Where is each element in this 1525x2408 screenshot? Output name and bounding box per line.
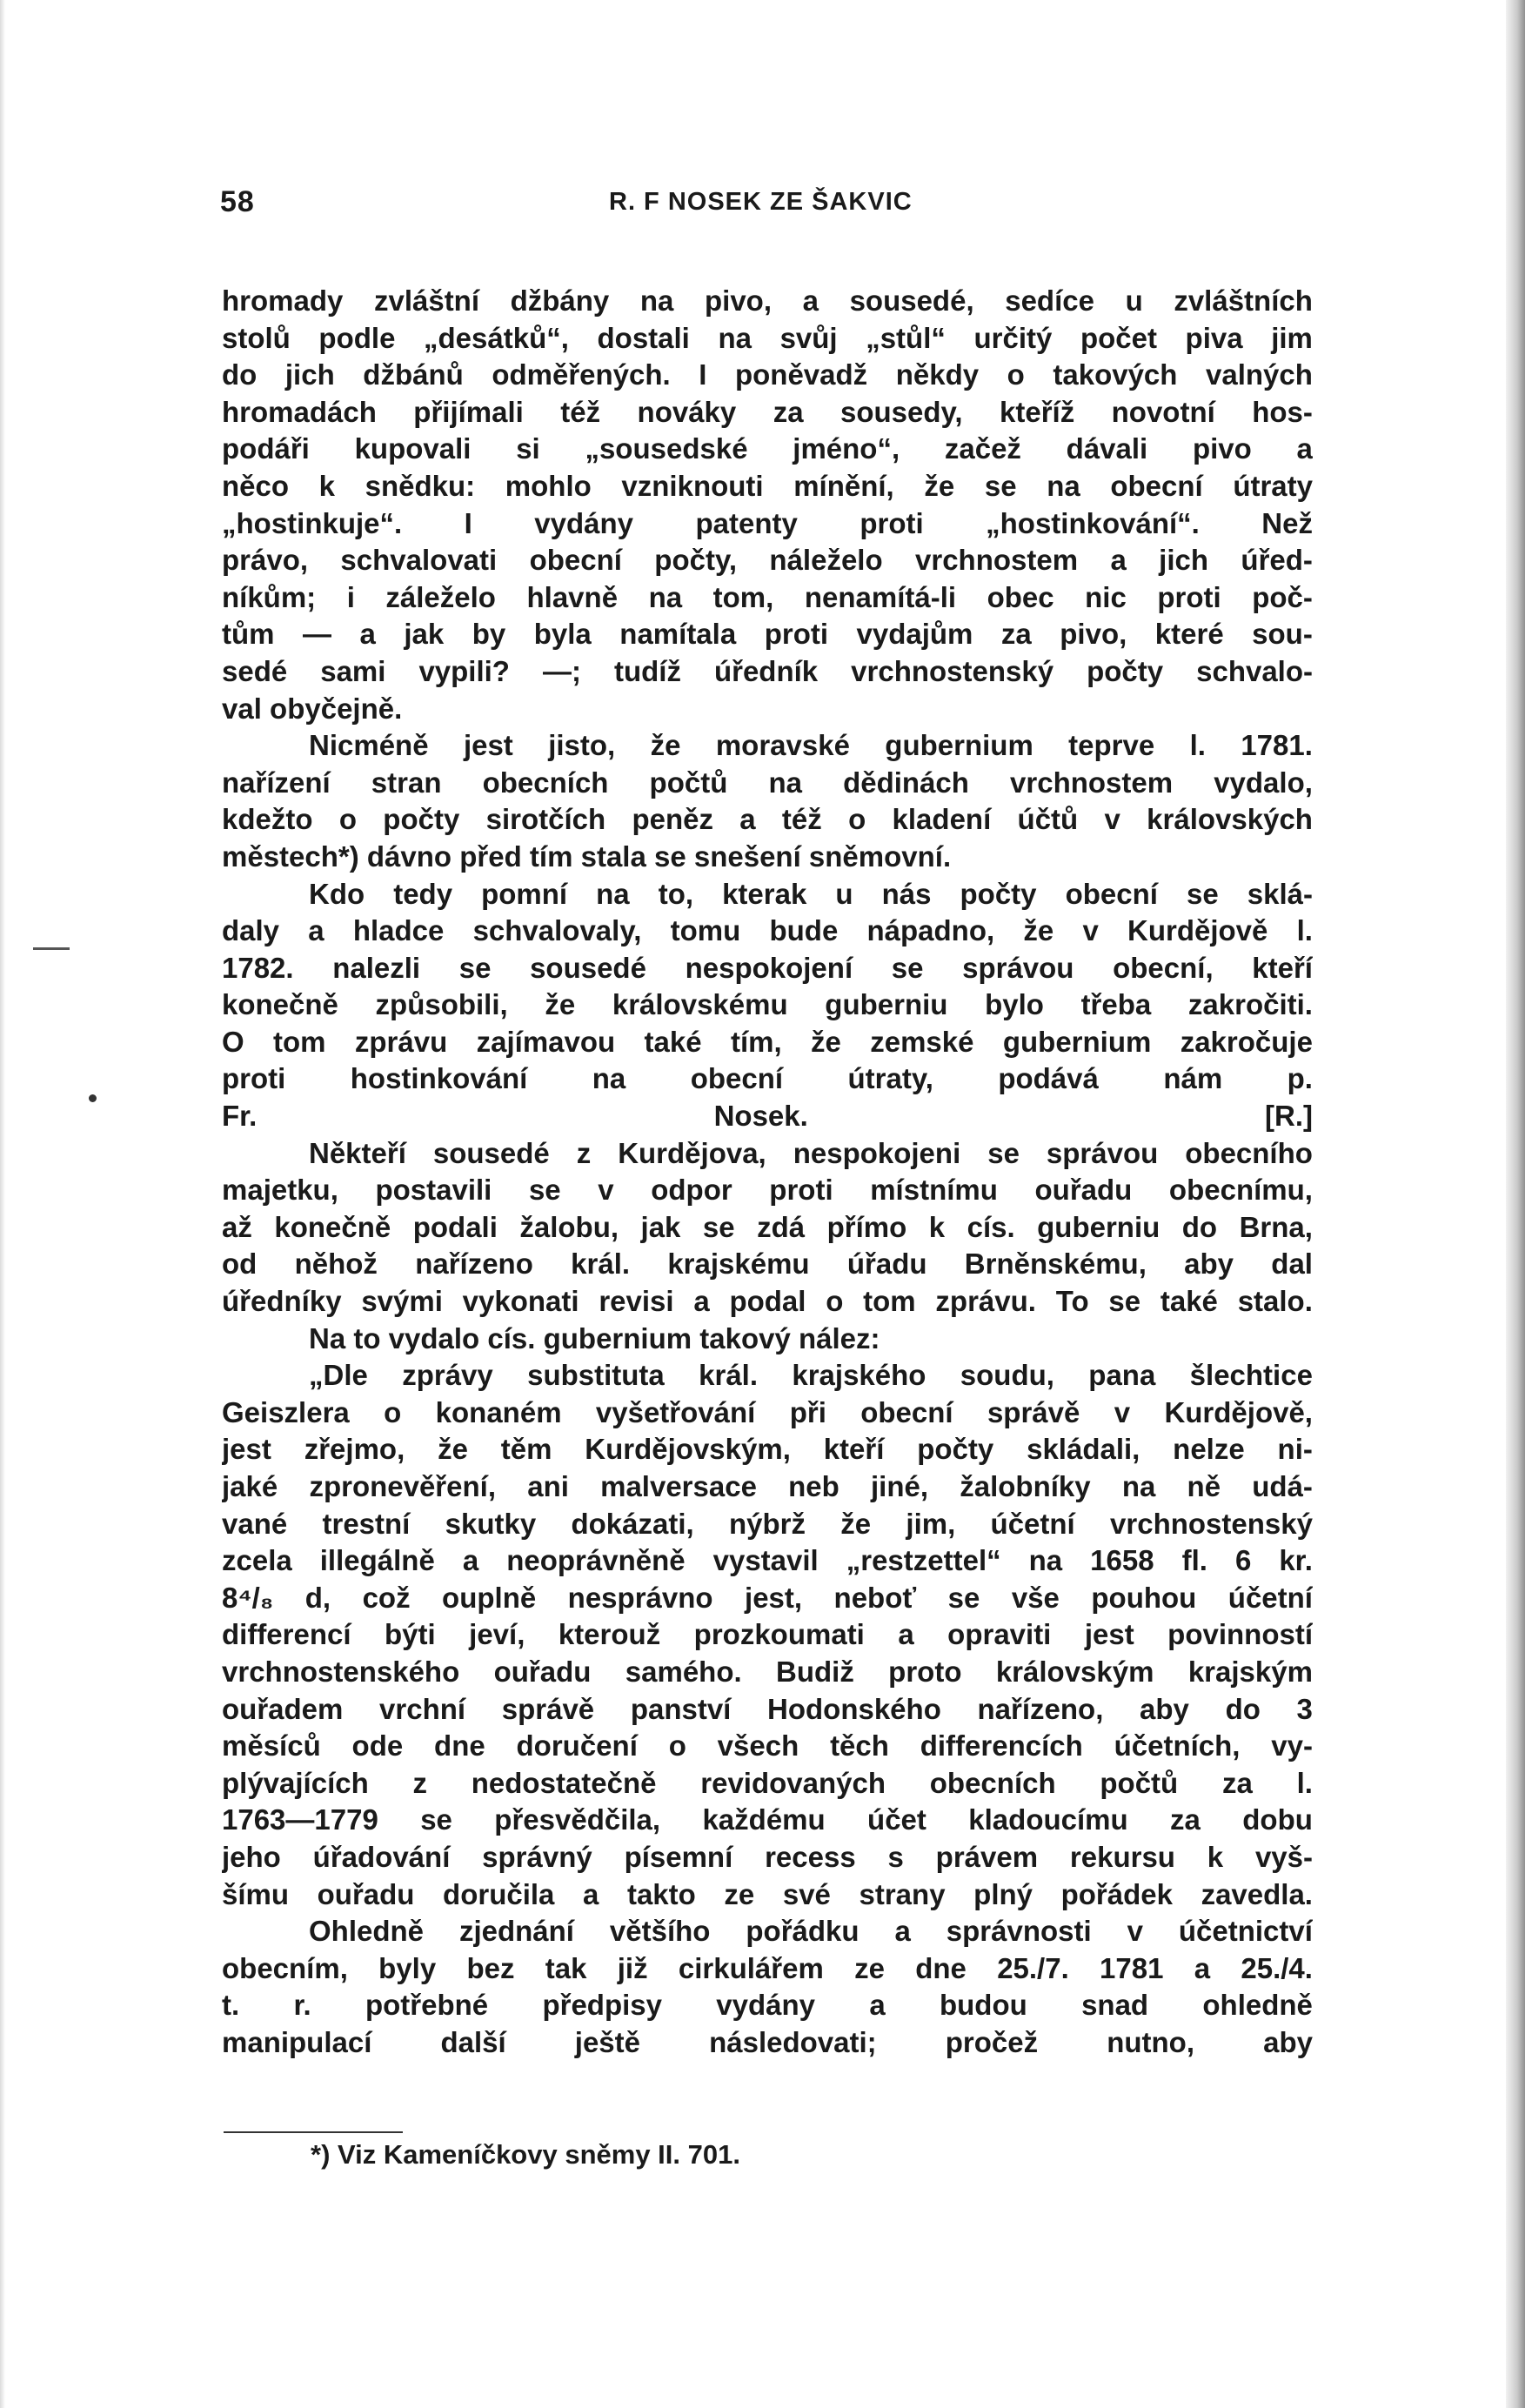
text-line: hromady zvláštní džbány na pivo, a sousedé, sedíce u zvláštních — [222, 284, 1313, 317]
text-line: šímu ouřadu doručila a takto ze své strany plný pořádek zavedla. — [222, 1877, 1313, 1910]
text-line: proti hostinkování na obecní útraty, podává nám p. — [222, 1062, 1313, 1095]
text-line: daly a hladce schvalovaly, tomu bude nápadno, že v Kurdějově l. — [222, 914, 1313, 947]
text-line: jeho úřadování správný písemní recess s právem rekursu k vyš- — [222, 1840, 1313, 1873]
text-line: jest zřejmo, že těm Kurdějovským, kteří počty skládali, nelze ni- — [222, 1433, 1313, 1466]
text-line: 1763—1779 se přesvědčila, každému účet kladoucímu za dobu — [222, 1803, 1313, 1836]
text-line: manipulací další ještě následovati; pročež nutno, aby — [222, 2025, 1313, 2058]
text-line: Ohledně zjednání většího pořádku a správnosti v účetnictví — [309, 1915, 1313, 1948]
text-line: tům — a jak by byla namítala proti vydajům za pivo, které sou- — [222, 618, 1313, 651]
page-number: 58 — [220, 185, 255, 218]
scan-right-edge — [1506, 0, 1525, 2408]
text-line: stolů podle „desátků“, dostali na svůj „stůl“ určitý počet piva jim — [222, 321, 1313, 354]
running-head: R. F NOSEK ZE ŠAKVIC — [609, 188, 913, 216]
text-line: Kdo tedy pomní na to, kterak u nás počty obecní se sklá- — [309, 877, 1313, 910]
text-line: do jich džbánů odměřených. I poněvadž někdy o takových valných — [222, 358, 1313, 391]
text-line: val obyčejně. — [222, 692, 403, 725]
page-header — [220, 185, 1316, 220]
text-line: podáři kupovali si „sousedské jméno“, začež dávali pivo a — [222, 432, 1313, 465]
text-line: až konečně podali žalobu, jak se zdá přímo k cís. guberniu do Brna, — [222, 1210, 1313, 1243]
margin-mark — [33, 947, 70, 950]
scan-left-edge — [0, 0, 5, 2408]
text-line: plývajících z nedostatečně revidovaných obecních počtů za l. — [222, 1766, 1313, 1799]
text-line: právo, schvalovati obecní počty, náleželo vrchnostem a jich úřed- — [222, 544, 1313, 577]
margin-dot — [89, 1094, 97, 1102]
text-line: jaké zpronevěření, ani malversace neb jiné, žalobníky na ně udá- — [222, 1470, 1313, 1502]
text-line: Někteří sousedé z Kurdějova, nespokojeni se správou obecního — [309, 1136, 1313, 1169]
text-line: majetku, postavili se v odpor proti místnímu ouřadu obecnímu, — [222, 1174, 1313, 1207]
footnote: *) Viz Kameníčkovy sněmy II. 701. — [311, 2139, 740, 2170]
text-line: obecním, byly bez tak již cirkulářem ze dne 25./7. 1781 a 25./4. — [222, 1951, 1313, 1984]
text-line: úředníky svými vykonati revisi a podal o tom zprávu. To se také stalo. — [222, 1285, 1313, 1318]
text-line: „hostinkuje“. I vydány patenty proti „hostinkování“. Než — [222, 506, 1313, 539]
text-line: Geiszlera o konaném vyšetřování při obecní správě v Kurdějově, — [222, 1395, 1313, 1428]
text-line: vané trestní skutky dokázati, nýbrž že jim, účetní vrchnostenský — [222, 1507, 1313, 1540]
text-line: od něhož nařízeno král. krajskému úřadu Brněnskému, aby dal — [222, 1247, 1313, 1281]
body-text — [222, 283, 1313, 2062]
text-line: něco k snědku: mohlo vzniknouti mínění, že se na obecní útraty — [222, 469, 1313, 502]
text-line: zcela illegálně a neoprávněně vystavil „restzettel“ na 1658 fl. 6 kr. — [222, 1544, 1313, 1577]
text-line: Na to vydalo cís. gubernium takový nález: — [309, 1321, 880, 1354]
text-line: sedé sami vypili? —; tudíž úředník vrchnostenský počty schvalo- — [222, 654, 1313, 687]
text-line: O tom zprávu zajímavou také tím, že zemské gubernium zakročuje — [222, 1025, 1313, 1058]
text-line: městech*) dávno před tím stala se snešení sněmovní. — [222, 839, 952, 873]
text-line: Fr. Nosek. [R.] — [222, 1100, 1313, 1133]
text-line: níkům; i záleželo hlavně na tom, nenamítá-li obec nic proti poč- — [222, 580, 1313, 613]
text-line: konečně způsobili, že královskému guberniu bylo třeba zakročiti. — [222, 988, 1313, 1021]
text-line: nařízení stran obecních počtů na dědinách vrchnostem vydalo, — [222, 766, 1313, 799]
text-line: hromadách přijímali též nováky za sousedy, kteříž novotní hos- — [222, 395, 1313, 428]
text-line: vrchnostenského ouřadu samého. Budiž proto královským krajským — [222, 1655, 1313, 1688]
text-line: měsíců ode dne doručení o všech těch differencích účetních, vy- — [222, 1729, 1313, 1763]
text-line: t. r. potřebné předpisy vydány a budou snad ohledně — [222, 1989, 1313, 2022]
text-line: differencí býti jeví, kterouž prozkoumati a opraviti jest povinností — [222, 1618, 1313, 1651]
text-line: Nicméně jest jisto, že moravské gubernium teprve l. 1781. — [309, 729, 1313, 762]
text-line: 1782. nalezli se sousedé nespokojení se správou obecní, kteří — [222, 951, 1313, 984]
text-line: 8⁴/₈ d, což ouplně nesprávno jest, neboť se vše pouhou účetní — [222, 1581, 1313, 1614]
text-line: ouřadem vrchní správě panství Hodonského nařízeno, aby do 3 — [222, 1692, 1313, 1725]
text-line: „Dle zprávy substituta král. krajského soudu, pana šlechtice — [309, 1359, 1313, 1392]
text-line: kdežto o počty sirotčích peněz a též o kladení účtů v královských — [222, 803, 1313, 836]
